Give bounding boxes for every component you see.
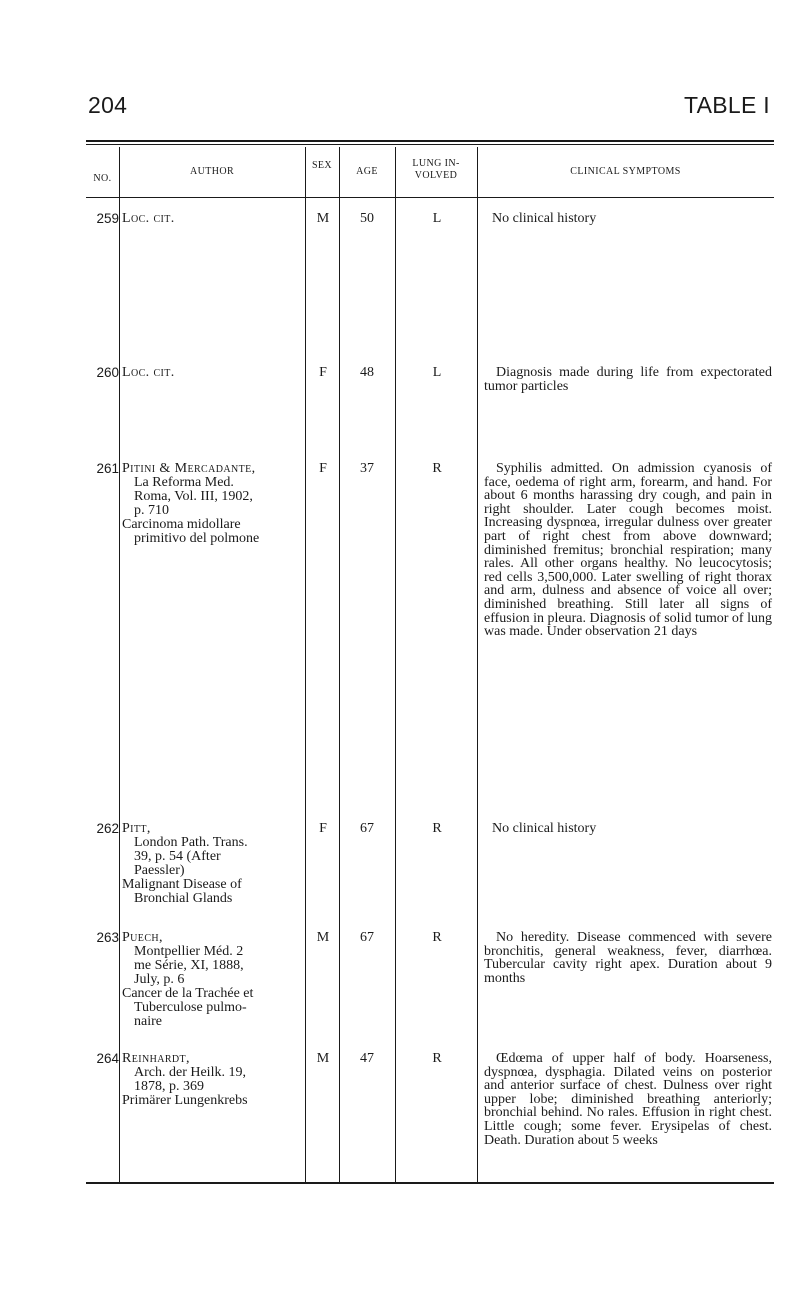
citation-line: me Série, XI, 1888, bbox=[134, 958, 244, 973]
diagnosis-title: primitivo del polmone bbox=[134, 531, 260, 546]
citation-line: London Path. Trans. bbox=[134, 835, 248, 850]
header-author: AUTHOR bbox=[189, 166, 235, 177]
diagnosis-title: naire bbox=[134, 1014, 162, 1029]
page-title: TABLE I bbox=[683, 92, 770, 118]
diagnosis-title: Malignant Disease of bbox=[122, 877, 242, 892]
clinical-text: Syphilis admitted. On admission cyanosis of face, oedema of right arm, forearm, and hand. For about 6 months harassing dry cough, and pain in right shoulder. Later cough becomes moist. Increasing dyspnœa, irregular dulness over greater part of right chest from above downward; diminished fremitus; bronchial respiration; many rales. All other organs healthy. No leucocytosis; red cells 3,500,000. Later swelling of right thorax and arm, dulness and absence of voice all over; diminished breathing. Still later all signs of effusion in pleura. Diagnosis of solid tumor of lung was made. Under observation 21 days bbox=[484, 461, 772, 640]
citation-line: 39, p. 54 (After bbox=[134, 849, 221, 864]
col-divider bbox=[477, 147, 478, 1182]
case-number: 263 bbox=[96, 930, 119, 945]
diagnosis-title: Primärer Lungenkrebs bbox=[122, 1093, 248, 1108]
case-number: 259 bbox=[96, 211, 119, 226]
author-name: Loc. cit. bbox=[122, 365, 175, 380]
clinical-cell bbox=[484, 1052, 772, 1147]
clinical-cell bbox=[484, 366, 772, 393]
author-cell bbox=[122, 212, 312, 226]
author-cell bbox=[122, 931, 312, 1029]
clinical-cell: No clinical history bbox=[492, 211, 597, 226]
author-cell bbox=[122, 1052, 312, 1108]
sex-cell: F bbox=[319, 461, 327, 476]
age-cell: 47 bbox=[360, 1051, 374, 1066]
sex-cell: F bbox=[319, 821, 327, 836]
lung-cell: R bbox=[432, 461, 442, 476]
author-cell bbox=[122, 822, 312, 906]
header-age: AGE bbox=[356, 166, 378, 177]
diagnosis-title: Cancer de la Trachée et bbox=[122, 986, 254, 1001]
col-divider bbox=[395, 147, 396, 1182]
citation-line: Paessler) bbox=[134, 863, 185, 878]
sex-cell: M bbox=[316, 211, 330, 226]
author-name: Loc. cit. bbox=[122, 211, 175, 226]
clinical-text: No heredity. Disease commenced with severe bronchitis, general weakness, fever, diarrhœa. Tubercular cavity right apex. Duration about 9 months bbox=[484, 930, 772, 986]
citation-line: p. 710 bbox=[134, 503, 169, 518]
sex-cell: F bbox=[319, 365, 327, 380]
clinical-text: Œdœma of upper half of body. Hoarseness, dyspnœa, dysphagia. Dilated veins on posterior and anterior surface of chest. Dulness over right upper lobe; diminished breathing anteriorly; bronchial behind. No rales. Effusion in right chest. Little cough; some fever. Erysipelas of chest. Death. Duration about 5 weeks bbox=[484, 1051, 772, 1148]
author-name: Puech, bbox=[122, 930, 163, 945]
clinical-cell: No clinical history bbox=[492, 821, 597, 836]
lung-cell: L bbox=[432, 365, 442, 380]
citation-line: Roma, Vol. III, 1902, bbox=[134, 489, 253, 504]
citation-line: La Reforma Med. bbox=[134, 475, 234, 490]
lung-cell: R bbox=[432, 1051, 442, 1066]
lung-cell: R bbox=[432, 930, 442, 945]
author-name: Pitini & Mercadante, bbox=[122, 461, 256, 476]
col-divider bbox=[339, 147, 340, 1182]
age-cell: 50 bbox=[360, 211, 374, 226]
author-cell bbox=[122, 462, 312, 546]
case-number: 261 bbox=[96, 461, 119, 476]
diagnosis-title: Carcinoma midollare bbox=[122, 517, 241, 532]
diagnosis-title: Bronchial Glands bbox=[134, 891, 233, 906]
clinical-cell bbox=[484, 462, 772, 639]
citation-line: Montpellier Méd. 2 bbox=[134, 944, 244, 959]
page-number: 204 bbox=[88, 92, 128, 118]
age-cell: 48 bbox=[360, 365, 374, 380]
sex-cell: M bbox=[316, 1051, 330, 1066]
author-name: Pitt, bbox=[122, 821, 151, 836]
case-table bbox=[86, 140, 774, 1184]
clinical-cell bbox=[484, 931, 772, 985]
lung-cell: R bbox=[432, 821, 442, 836]
age-cell: 37 bbox=[360, 461, 374, 476]
sex-cell: M bbox=[316, 930, 330, 945]
clinical-text: Diagnosis made during life from expectorated tumor particles bbox=[484, 365, 772, 394]
header-lung-line2: VOLVED bbox=[414, 170, 458, 181]
diagnosis-title: Tuberculose pulmo- bbox=[134, 1000, 247, 1015]
age-cell: 67 bbox=[360, 821, 374, 836]
case-number: 264 bbox=[96, 1051, 119, 1066]
col-divider bbox=[119, 147, 120, 1182]
lung-cell: L bbox=[432, 211, 442, 226]
header-clinical: CLINICAL SYMPTOMS bbox=[570, 166, 681, 177]
citation-line: July, p. 6 bbox=[134, 972, 185, 987]
table-top-rule-2 bbox=[86, 144, 774, 145]
header-rule bbox=[86, 197, 774, 198]
header-sex: SEX bbox=[311, 160, 333, 171]
author-name: Reinhardt, bbox=[122, 1051, 190, 1066]
author-cell bbox=[122, 366, 312, 380]
header-no: NO. bbox=[93, 173, 112, 184]
age-cell: 67 bbox=[360, 930, 374, 945]
citation-line: 1878, p. 369 bbox=[134, 1079, 204, 1094]
header-lung-line1: LUNG IN- bbox=[412, 158, 460, 169]
header-lung bbox=[395, 158, 477, 182]
case-number: 260 bbox=[96, 365, 119, 380]
table-top-rule bbox=[86, 140, 774, 142]
case-number: 262 bbox=[96, 821, 119, 836]
citation-line: Arch. der Heilk. 19, bbox=[134, 1065, 246, 1080]
table-bottom-rule bbox=[86, 1182, 774, 1184]
